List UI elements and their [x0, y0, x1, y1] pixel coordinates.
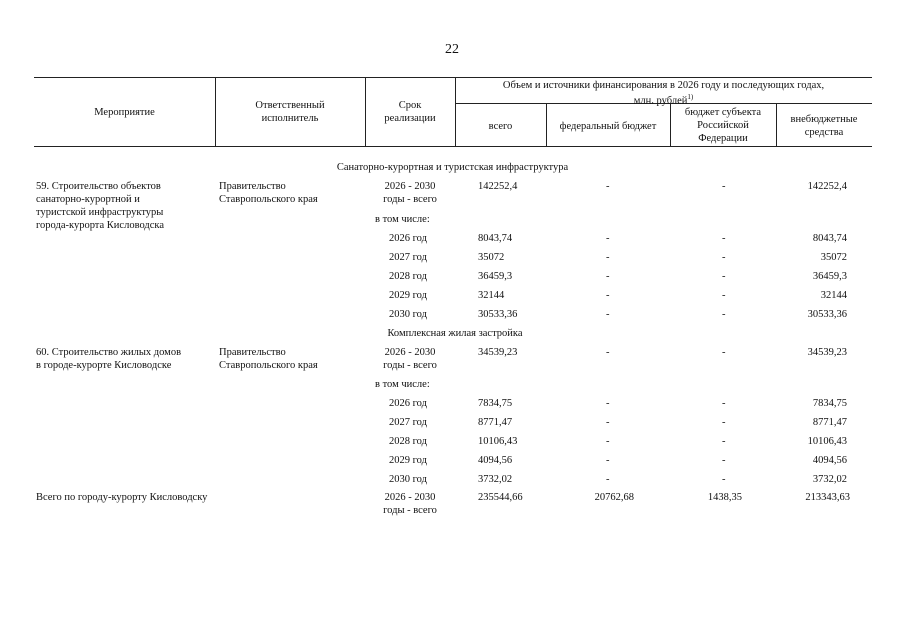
item-period-line: 2026 - 2030: [384, 347, 436, 358]
cell-total: 10106,43: [478, 436, 518, 447]
item-executor-line: Ставропольского края: [219, 194, 318, 205]
including-label: в том числе:: [375, 214, 430, 225]
page-number: 22: [445, 42, 459, 57]
item-period-line: годы - всего: [383, 360, 437, 371]
item-executor-line: Ставропольского края: [219, 360, 318, 371]
grand-total-extra: 213343,63: [805, 492, 850, 503]
cell-extra: 10106,43: [807, 436, 847, 447]
year-label: 2028 год: [389, 271, 427, 282]
cell-extra: 142252,4: [807, 181, 847, 192]
header-bottom-rule: [34, 146, 872, 147]
header-top-rule: [34, 77, 872, 78]
grand-total-total: 235544,66: [478, 492, 523, 503]
cell-total: 7834,75: [478, 398, 513, 409]
cell-regional: -: [722, 455, 726, 466]
cell-total: 142252,4: [478, 181, 518, 192]
cell-federal: -: [606, 474, 610, 485]
header-funding-title-line1: Объем и источники финансирования в 2026 году и последующих годах,: [502, 80, 825, 91]
header-extra-line1: внебюджетные: [790, 114, 858, 125]
header-federal: федеральный бюджет: [559, 121, 657, 132]
item-measure-line: города-курорта Кисловодска: [36, 220, 165, 231]
cell-extra: 32144: [820, 290, 847, 301]
cell-extra: 34539,23: [807, 347, 847, 358]
item-measure-line: в городе-курорте Кисловодске: [36, 360, 172, 371]
year-label: 2029 год: [389, 290, 427, 301]
header-funding-footnote: 1): [687, 93, 694, 101]
cell-extra: 3732,02: [812, 474, 847, 485]
cell-federal: -: [606, 347, 610, 358]
year-label: 2027 год: [389, 417, 427, 428]
item-period-line: 2026 - 2030: [384, 181, 436, 192]
cell-regional: -: [722, 181, 726, 192]
header-total: всего: [488, 121, 513, 132]
cell-extra: 7834,75: [812, 398, 847, 409]
cell-federal: -: [606, 252, 610, 263]
cell-extra: 4094,56: [812, 455, 847, 466]
cell-federal: -: [606, 271, 610, 282]
header-measure: Мероприятие: [94, 107, 155, 118]
header-period-line1: Срок: [398, 100, 422, 111]
cell-federal: -: [606, 290, 610, 301]
year-label: 2030 год: [389, 309, 427, 320]
grand-total-regional: 1438,35: [707, 492, 742, 503]
item-executor-line: Правительство: [219, 347, 286, 358]
cell-federal: -: [606, 181, 610, 192]
year-label: 2028 год: [389, 436, 427, 447]
year-label: 2026 год: [389, 233, 427, 244]
header-extra-line2: средства: [804, 127, 844, 138]
header-funding-unit: млн. рублей: [633, 95, 688, 107]
cell-federal: -: [606, 436, 610, 447]
cell-total: 8771,47: [478, 417, 513, 428]
cell-extra: 8043,74: [812, 233, 847, 244]
grand-total-label: Всего по городу-курорту Кисловодску: [36, 492, 208, 503]
item-measure-line: 60. Строительство жилых домов: [36, 347, 182, 358]
cell-total: 8043,74: [478, 233, 513, 244]
cell-total: 35072: [478, 252, 505, 263]
cell-total: 30533,36: [478, 309, 518, 320]
header-executor-line1: Ответственный: [255, 100, 325, 111]
cell-regional: -: [722, 233, 726, 244]
item-executor-line: Правительство: [219, 181, 286, 192]
year-label: 2030 год: [389, 474, 427, 485]
cell-regional: -: [722, 398, 726, 409]
cell-total: 3732,02: [478, 474, 513, 485]
item-measure-line: туристской инфраструктуры: [36, 207, 164, 218]
year-label: 2026 год: [389, 398, 427, 409]
cell-regional: -: [722, 436, 726, 447]
cell-total: 4094,56: [478, 455, 513, 466]
header-regional-line2: Российской: [697, 120, 749, 131]
cell-regional: -: [722, 474, 726, 485]
year-label: 2029 год: [389, 455, 427, 466]
header-regional-line3: Федерации: [698, 133, 748, 144]
header-executor-line2: исполнитель: [261, 113, 319, 124]
cell-regional: -: [722, 252, 726, 263]
cell-regional: -: [722, 290, 726, 301]
header-regional-line1: бюджет субъекта: [684, 107, 762, 118]
cell-regional: -: [722, 271, 726, 282]
grand-total-federal: 20762,68: [594, 492, 634, 503]
cell-federal: -: [606, 417, 610, 428]
including-label: в том числе:: [375, 379, 430, 390]
cell-extra: 35072: [820, 252, 847, 263]
cell-extra: 36459,3: [812, 271, 847, 282]
year-label: 2027 год: [389, 252, 427, 263]
item-period-line: годы - всего: [383, 194, 437, 205]
cell-extra: 8771,47: [812, 417, 847, 428]
cell-extra: 30533,36: [807, 309, 847, 320]
cell-federal: -: [606, 455, 610, 466]
header-funding-title-line2: [455, 91, 872, 108]
cell-federal: -: [606, 309, 610, 320]
cell-federal: -: [606, 398, 610, 409]
cell-federal: -: [606, 233, 610, 244]
item-measure-line: 59. Строительство объектов: [36, 181, 161, 192]
cell-total: 34539,23: [478, 347, 518, 358]
cell-total: 32144: [478, 290, 505, 301]
item-measure-line: санаторно-курортной и: [36, 194, 140, 205]
cell-regional: -: [722, 309, 726, 320]
section-title: Санаторно-курортная и туристская инфраструктура: [336, 162, 569, 173]
cell-total: 36459,3: [478, 271, 513, 282]
grand-total-period-line: 2026 - 2030: [384, 492, 436, 503]
header-period-line2: реализации: [384, 113, 436, 124]
cell-regional: -: [722, 417, 726, 428]
section-title: Комплексная жилая застройка: [387, 328, 523, 339]
grand-total-period-line: годы - всего: [383, 505, 437, 516]
cell-regional: -: [722, 347, 726, 358]
